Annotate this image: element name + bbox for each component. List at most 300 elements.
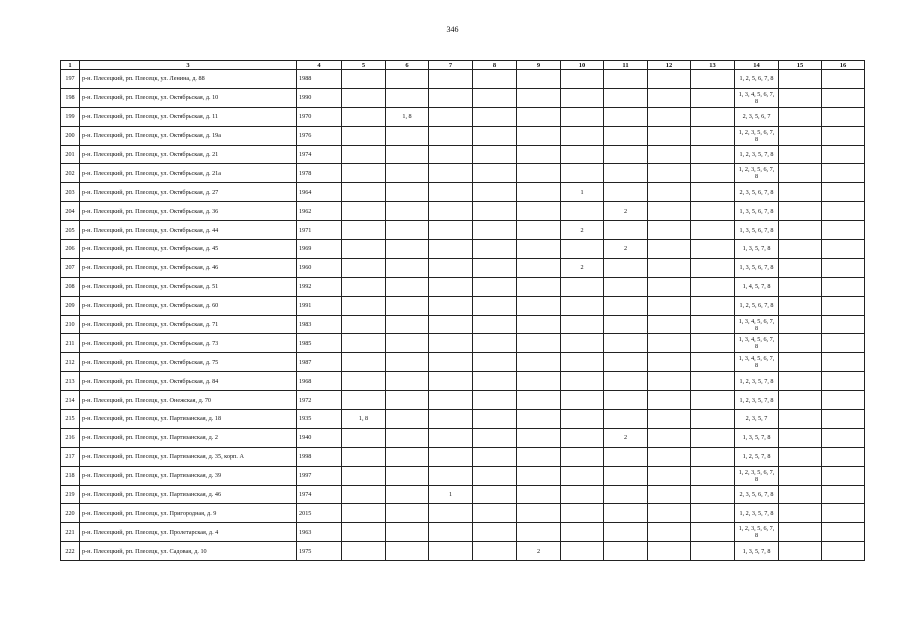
col-16-cell <box>822 221 865 240</box>
column-header: 6 <box>386 61 429 70</box>
col-9-cell <box>517 315 561 334</box>
col-6-cell <box>386 70 429 89</box>
col-16-cell <box>822 107 865 126</box>
col-16-cell <box>822 542 865 561</box>
table-row <box>61 485 865 504</box>
address-cell: р-н. Плесецкий, рп. Плесецк, ул. Октябрьская, д. 84 <box>80 372 297 391</box>
col-7-cell <box>429 428 473 447</box>
col-11-cell <box>604 258 648 277</box>
col-6-cell <box>386 353 429 372</box>
year-cell: 1935 <box>297 410 342 429</box>
column-header: 10 <box>561 61 604 70</box>
col-10-cell <box>561 296 604 315</box>
col-12-cell <box>648 353 691 372</box>
col-7-cell <box>429 334 473 353</box>
col-16-cell <box>822 240 865 259</box>
table-row <box>61 258 865 277</box>
col-13-cell <box>691 202 735 221</box>
col-16-cell <box>822 523 865 542</box>
address-cell: р-н. Плесецкий, рп. Плесецк, ул. Октябрьская, д. 60 <box>80 296 297 315</box>
col-6-cell <box>386 410 429 429</box>
page-number: 346 <box>446 25 459 34</box>
address-cell: р-н. Плесецкий, рп. Плесецк, ул. Октябрьская, д. 21а <box>80 164 297 183</box>
col-15-cell <box>779 372 822 391</box>
col-14-cell: 1, 2, 3, 5, 6, 7, 8 <box>735 126 779 145</box>
address-cell: р-н. Плесецкий, рп. Плесецк, ул. Октябрьская, д. 75 <box>80 353 297 372</box>
col-13-cell <box>691 240 735 259</box>
col-10-cell <box>561 372 604 391</box>
col-9-cell <box>517 428 561 447</box>
col-14-cell: 1, 3, 5, 6, 7, 8 <box>735 221 779 240</box>
col-7-cell <box>429 277 473 296</box>
col-10-cell <box>561 126 604 145</box>
col-5-cell <box>342 391 386 410</box>
col-11-cell <box>604 372 648 391</box>
table-row <box>61 372 865 391</box>
address-cell: р-н. Плесецкий, рп. Плесецк, ул. Пролетарская, д. 4 <box>80 523 297 542</box>
col-8-cell <box>473 202 517 221</box>
row-number-cell: 217 <box>61 447 80 466</box>
column-header: 12 <box>648 61 691 70</box>
col-10-cell <box>561 447 604 466</box>
col-5-cell <box>342 296 386 315</box>
col-11-cell <box>604 126 648 145</box>
col-9-cell <box>517 410 561 429</box>
col-16-cell <box>822 277 865 296</box>
row-number-cell: 207 <box>61 258 80 277</box>
col-15-cell <box>779 145 822 164</box>
col-10-cell <box>561 240 604 259</box>
col-5-cell <box>342 221 386 240</box>
col-14-cell: 1, 2, 3, 5, 6, 7, 8 <box>735 164 779 183</box>
col-13-cell <box>691 88 735 107</box>
col-13-cell <box>691 542 735 561</box>
col-13-cell <box>691 410 735 429</box>
col-9-cell <box>517 447 561 466</box>
col-14-cell: 1, 3, 4, 5, 6, 7, 8 <box>735 88 779 107</box>
row-number-cell: 222 <box>61 542 80 561</box>
col-9-cell <box>517 107 561 126</box>
col-8-cell <box>473 504 517 523</box>
col-14-cell: 1, 2, 5, 7, 8 <box>735 447 779 466</box>
col-12-cell <box>648 334 691 353</box>
col-10-cell <box>561 504 604 523</box>
col-6-cell <box>386 258 429 277</box>
col-11-cell <box>604 107 648 126</box>
row-number-cell: 218 <box>61 466 80 485</box>
col-15-cell <box>779 240 822 259</box>
col-10-cell <box>561 277 604 296</box>
col-14-cell: 2, 3, 5, 6, 7, 8 <box>735 485 779 504</box>
column-header: 7 <box>429 61 473 70</box>
col-9-cell <box>517 126 561 145</box>
col-8-cell <box>473 542 517 561</box>
housing-register-table <box>60 60 865 561</box>
col-9-cell <box>517 353 561 372</box>
address-cell: р-н. Плесецкий, рп. Плесецк, ул. Октябрьская, д. 51 <box>80 277 297 296</box>
col-6-cell <box>386 391 429 410</box>
row-number-cell: 219 <box>61 485 80 504</box>
col-11-cell <box>604 296 648 315</box>
table-row <box>61 88 865 107</box>
col-9-cell <box>517 258 561 277</box>
col-11-cell: 2 <box>604 202 648 221</box>
col-5-cell <box>342 315 386 334</box>
col-6-cell: 1, 8 <box>386 107 429 126</box>
row-number-cell: 203 <box>61 183 80 202</box>
address-cell: р-н. Плесецкий, рп. Плесецк, ул. Партизанская, д. 35, корп. А <box>80 447 297 466</box>
col-14-cell: 2, 3, 5, 6, 7, 8 <box>735 183 779 202</box>
col-5-cell <box>342 183 386 202</box>
col-13-cell <box>691 485 735 504</box>
year-cell: 1988 <box>297 70 342 89</box>
col-16-cell <box>822 504 865 523</box>
column-header: 8 <box>473 61 517 70</box>
col-13-cell <box>691 277 735 296</box>
col-9-cell <box>517 504 561 523</box>
col-15-cell <box>779 523 822 542</box>
col-11-cell <box>604 542 648 561</box>
row-number-cell: 214 <box>61 391 80 410</box>
col-15-cell <box>779 391 822 410</box>
address-cell: р-н. Плесецкий, рп. Плесецк, ул. Октябрьская, д. 45 <box>80 240 297 259</box>
col-10-cell <box>561 428 604 447</box>
col-5-cell <box>342 504 386 523</box>
col-11-cell <box>604 523 648 542</box>
address-cell: р-н. Плесецкий, рп. Плесецк, ул. Партизанская, д. 18 <box>80 410 297 429</box>
col-16-cell <box>822 485 865 504</box>
row-number-cell: 212 <box>61 353 80 372</box>
row-number-cell: 215 <box>61 410 80 429</box>
col-16-cell <box>822 372 865 391</box>
col-7-cell <box>429 183 473 202</box>
col-15-cell <box>779 334 822 353</box>
year-cell: 2015 <box>297 504 342 523</box>
year-cell: 1974 <box>297 145 342 164</box>
col-12-cell <box>648 277 691 296</box>
col-10-cell <box>561 410 604 429</box>
col-8-cell <box>473 258 517 277</box>
table-row <box>61 523 865 542</box>
col-14-cell: 2, 3, 5, 6, 7 <box>735 107 779 126</box>
year-cell: 1978 <box>297 164 342 183</box>
col-15-cell <box>779 258 822 277</box>
col-7-cell <box>429 240 473 259</box>
col-7-cell <box>429 447 473 466</box>
col-8-cell <box>473 296 517 315</box>
col-6-cell <box>386 164 429 183</box>
row-number-cell: 210 <box>61 315 80 334</box>
col-10-cell <box>561 353 604 372</box>
col-6-cell <box>386 315 429 334</box>
col-5-cell <box>342 164 386 183</box>
col-15-cell <box>779 164 822 183</box>
row-number-cell: 211 <box>61 334 80 353</box>
col-8-cell <box>473 447 517 466</box>
col-9-cell <box>517 202 561 221</box>
col-11-cell: 2 <box>604 428 648 447</box>
address-cell: р-н. Плесецкий, рп. Плесецк, ул. Октябрьская, д. 44 <box>80 221 297 240</box>
col-12-cell <box>648 447 691 466</box>
col-5-cell <box>342 485 386 504</box>
col-12-cell <box>648 107 691 126</box>
col-13-cell <box>691 428 735 447</box>
year-cell: 1971 <box>297 221 342 240</box>
col-12-cell <box>648 372 691 391</box>
col-13-cell <box>691 107 735 126</box>
col-6-cell <box>386 145 429 164</box>
col-5-cell <box>342 466 386 485</box>
col-5-cell <box>342 428 386 447</box>
col-9-cell <box>517 70 561 89</box>
col-8-cell <box>473 107 517 126</box>
col-9-cell <box>517 277 561 296</box>
col-16-cell <box>822 202 865 221</box>
col-13-cell <box>691 334 735 353</box>
year-cell: 1997 <box>297 466 342 485</box>
col-7-cell <box>429 258 473 277</box>
col-5-cell <box>342 202 386 221</box>
row-number-cell: 198 <box>61 88 80 107</box>
address-cell: р-н. Плесецкий, рп. Плесецк, ул. Октябрьская, д. 71 <box>80 315 297 334</box>
col-11-cell <box>604 145 648 164</box>
col-15-cell <box>779 277 822 296</box>
col-14-cell: 1, 3, 5, 6, 7, 8 <box>735 202 779 221</box>
col-5-cell <box>342 258 386 277</box>
table-row <box>61 277 865 296</box>
year-cell: 1975 <box>297 542 342 561</box>
col-16-cell <box>822 428 865 447</box>
col-12-cell <box>648 542 691 561</box>
col-10-cell <box>561 145 604 164</box>
col-16-cell <box>822 145 865 164</box>
col-5-cell <box>342 372 386 391</box>
column-header: 3 <box>80 61 297 70</box>
col-6-cell <box>386 88 429 107</box>
table-row <box>61 221 865 240</box>
col-13-cell <box>691 70 735 89</box>
table-row <box>61 466 865 485</box>
col-5-cell <box>342 107 386 126</box>
table-row <box>61 391 865 410</box>
col-5-cell <box>342 126 386 145</box>
col-7-cell <box>429 466 473 485</box>
col-11-cell <box>604 447 648 466</box>
row-number-cell: 202 <box>61 164 80 183</box>
col-12-cell <box>648 183 691 202</box>
col-11-cell <box>604 466 648 485</box>
row-number-cell: 197 <box>61 70 80 89</box>
row-number-cell: 216 <box>61 428 80 447</box>
col-14-cell: 1, 2, 5, 6, 7, 8 <box>735 296 779 315</box>
col-14-cell: 1, 2, 3, 5, 6, 7, 8 <box>735 466 779 485</box>
col-10-cell <box>561 523 604 542</box>
col-14-cell: 1, 2, 3, 5, 7, 8 <box>735 145 779 164</box>
row-number-cell: 204 <box>61 202 80 221</box>
col-6-cell <box>386 183 429 202</box>
col-7-cell <box>429 542 473 561</box>
col-5-cell <box>342 277 386 296</box>
col-15-cell <box>779 126 822 145</box>
col-9-cell <box>517 372 561 391</box>
year-cell: 1968 <box>297 372 342 391</box>
address-cell: р-н. Плесецкий, рп. Плесецк, ул. Октябрьская, д. 27 <box>80 183 297 202</box>
column-header: 13 <box>691 61 735 70</box>
col-15-cell <box>779 202 822 221</box>
col-12-cell <box>648 428 691 447</box>
col-9-cell <box>517 485 561 504</box>
col-15-cell <box>779 542 822 561</box>
column-header: 9 <box>517 61 561 70</box>
col-12-cell <box>648 466 691 485</box>
col-16-cell <box>822 391 865 410</box>
col-5-cell <box>342 542 386 561</box>
col-5-cell <box>342 523 386 542</box>
col-8-cell <box>473 315 517 334</box>
col-14-cell: 1, 3, 5, 7, 8 <box>735 542 779 561</box>
year-cell: 1963 <box>297 523 342 542</box>
col-16-cell <box>822 70 865 89</box>
row-number-cell: 200 <box>61 126 80 145</box>
col-15-cell <box>779 296 822 315</box>
col-5-cell <box>342 447 386 466</box>
col-10-cell <box>561 485 604 504</box>
table-row <box>61 240 865 259</box>
col-6-cell <box>386 296 429 315</box>
col-7-cell <box>429 315 473 334</box>
col-9-cell: 2 <box>517 542 561 561</box>
table-row <box>61 504 865 523</box>
col-9-cell <box>517 296 561 315</box>
col-7-cell <box>429 164 473 183</box>
year-cell: 1962 <box>297 202 342 221</box>
col-16-cell <box>822 315 865 334</box>
col-9-cell <box>517 334 561 353</box>
column-header: 14 <box>735 61 779 70</box>
col-13-cell <box>691 391 735 410</box>
col-6-cell <box>386 523 429 542</box>
column-header: 1 <box>61 61 80 70</box>
col-7-cell <box>429 88 473 107</box>
year-cell: 1985 <box>297 334 342 353</box>
col-5-cell <box>342 70 386 89</box>
col-14-cell: 1, 2, 3, 5, 6, 7, 8 <box>735 523 779 542</box>
col-16-cell <box>822 334 865 353</box>
col-7-cell <box>429 523 473 542</box>
address-cell: р-н. Плесецкий, рп. Плесецк, ул. Октябрьская, д. 73 <box>80 334 297 353</box>
table-row <box>61 107 865 126</box>
col-16-cell <box>822 410 865 429</box>
col-8-cell <box>473 221 517 240</box>
col-13-cell <box>691 504 735 523</box>
col-8-cell <box>473 164 517 183</box>
col-13-cell <box>691 258 735 277</box>
col-12-cell <box>648 164 691 183</box>
col-14-cell: 1, 3, 5, 6, 7, 8 <box>735 258 779 277</box>
col-14-cell: 1, 4, 5, 7, 8 <box>735 277 779 296</box>
row-number-cell: 205 <box>61 221 80 240</box>
col-14-cell: 1, 3, 4, 5, 6, 7, 8 <box>735 353 779 372</box>
col-12-cell <box>648 202 691 221</box>
col-5-cell <box>342 353 386 372</box>
col-10-cell <box>561 315 604 334</box>
col-12-cell <box>648 315 691 334</box>
col-7-cell <box>429 145 473 164</box>
col-7-cell <box>429 372 473 391</box>
col-12-cell <box>648 485 691 504</box>
col-8-cell <box>473 523 517 542</box>
col-12-cell <box>648 391 691 410</box>
col-15-cell <box>779 504 822 523</box>
col-15-cell <box>779 183 822 202</box>
col-12-cell <box>648 145 691 164</box>
col-14-cell: 1, 2, 3, 5, 7, 8 <box>735 391 779 410</box>
year-cell: 1991 <box>297 296 342 315</box>
col-5-cell <box>342 145 386 164</box>
col-11-cell <box>604 183 648 202</box>
col-13-cell <box>691 447 735 466</box>
year-cell: 1987 <box>297 353 342 372</box>
year-cell: 1972 <box>297 391 342 410</box>
col-8-cell <box>473 183 517 202</box>
col-11-cell: 2 <box>604 240 648 259</box>
year-cell: 1940 <box>297 428 342 447</box>
year-cell: 1983 <box>297 315 342 334</box>
col-8-cell <box>473 126 517 145</box>
address-cell: р-н. Плесецкий, рп. Плесецк, ул. Октябрьская, д. 10 <box>80 88 297 107</box>
address-cell: р-н. Плесецкий, рп. Плесецк, ул. Октябрьская, д. 11 <box>80 107 297 126</box>
table-body <box>61 70 865 561</box>
col-11-cell <box>604 315 648 334</box>
col-15-cell <box>779 315 822 334</box>
year-cell: 1970 <box>297 107 342 126</box>
col-12-cell <box>648 410 691 429</box>
row-number-cell: 201 <box>61 145 80 164</box>
col-11-cell <box>604 410 648 429</box>
col-8-cell <box>473 391 517 410</box>
row-number-cell: 209 <box>61 296 80 315</box>
col-15-cell <box>779 107 822 126</box>
col-6-cell <box>386 202 429 221</box>
col-5-cell: 1, 8 <box>342 410 386 429</box>
col-6-cell <box>386 466 429 485</box>
col-12-cell <box>648 296 691 315</box>
col-9-cell <box>517 523 561 542</box>
col-7-cell <box>429 202 473 221</box>
col-8-cell <box>473 277 517 296</box>
table-row <box>61 202 865 221</box>
table-row <box>61 353 865 372</box>
table-row <box>61 70 865 89</box>
row-number-cell: 208 <box>61 277 80 296</box>
col-13-cell <box>691 353 735 372</box>
table-row <box>61 145 865 164</box>
table-row <box>61 428 865 447</box>
col-13-cell <box>691 296 735 315</box>
col-10-cell <box>561 542 604 561</box>
col-6-cell <box>386 428 429 447</box>
col-15-cell <box>779 70 822 89</box>
table-row <box>61 410 865 429</box>
col-7-cell <box>429 70 473 89</box>
col-11-cell <box>604 353 648 372</box>
col-15-cell <box>779 466 822 485</box>
col-16-cell <box>822 447 865 466</box>
table-header-row <box>61 61 865 70</box>
col-8-cell <box>473 485 517 504</box>
year-cell: 1976 <box>297 126 342 145</box>
table-row <box>61 183 865 202</box>
